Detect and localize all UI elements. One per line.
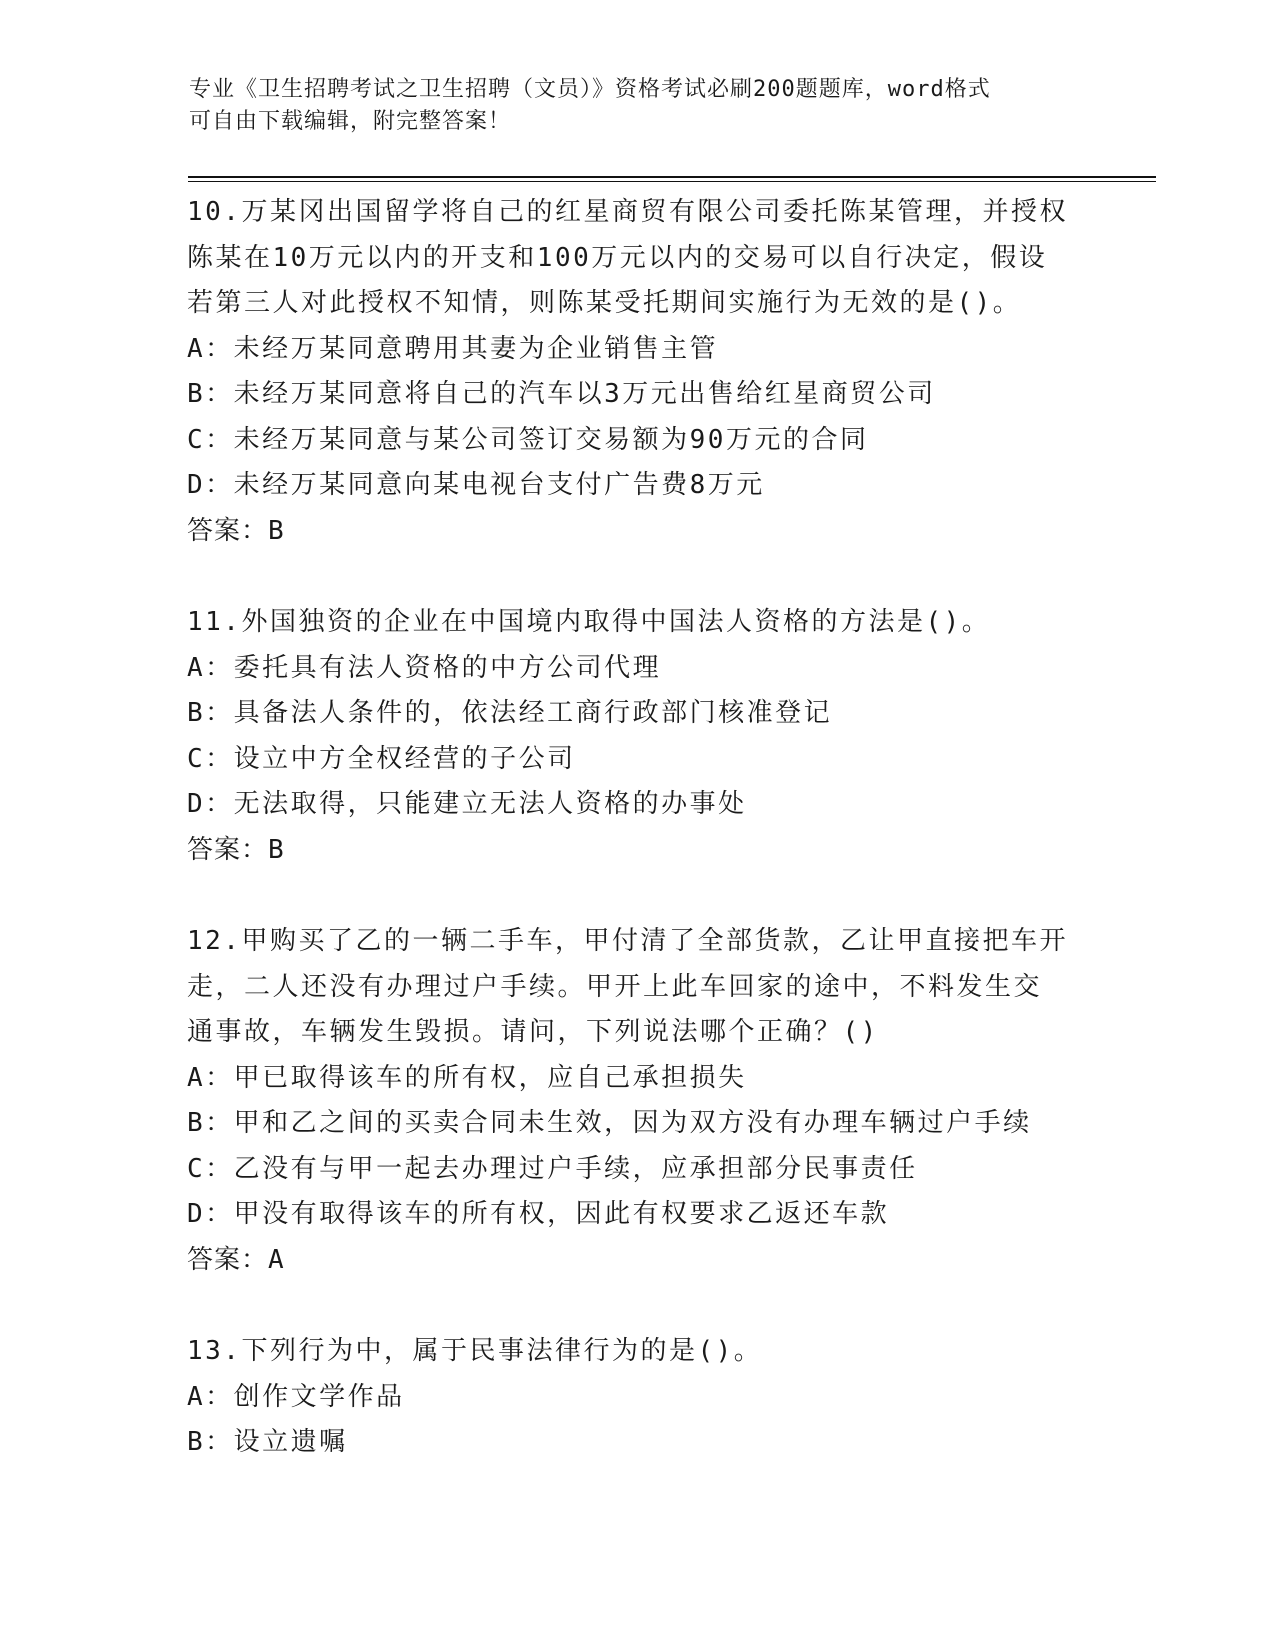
question-10	[187, 190, 1087, 554]
option-b: B：设立遗嘱	[187, 1427, 348, 1457]
question-text-line: 11.外国独资的企业在中国境内取得中国法人资格的方法是()。	[187, 607, 991, 637]
question-11	[187, 600, 1087, 873]
question-text-line: 10.万某冈出国留学将自己的红星商贸有限公司委托陈某管理，并授权	[187, 197, 1068, 227]
question-13	[187, 1329, 1087, 1466]
option-d: D：无法取得，只能建立无法人资格的办事处	[187, 789, 747, 819]
option-b: B：未经万某同意将自己的汽车以3万元出售给红星商贸公司	[187, 379, 936, 409]
question-text-line: 走，二人还没有办理过户手续。甲开上此车回家的途中，不料发生交	[187, 971, 1043, 1002]
option-d: D：未经万某同意向某电视台支付广告费8万元	[187, 470, 765, 500]
question-text-line: 若第三人对此授权不知情，则陈某受托期间实施行为无效的是()。	[187, 288, 1022, 318]
header-divider-thin	[188, 181, 1156, 182]
answer: 答案：B	[187, 834, 285, 865]
option-c: C：未经万某同意与某公司签订交易额为90万元的合同	[187, 424, 869, 455]
question-list	[187, 190, 1087, 1466]
option-b: B：甲和乙之间的买卖合同未生效，因为双方没有办理车辆过户手续	[187, 1108, 1032, 1138]
option-a: A：甲已取得该车的所有权，应自己承担损失	[187, 1062, 747, 1093]
option-c: C：设立中方全权经营的子公司	[187, 743, 576, 774]
option-a: A：未经万某同意聘用其妻为企业销售主管	[187, 333, 719, 364]
document-header	[189, 74, 1089, 138]
answer: 答案：B	[187, 515, 285, 546]
option-b: B：具备法人条件的，依法经工商行政部门核准登记	[187, 698, 833, 728]
option-c: C：乙没有与甲一起去办理过户手续，应承担部分民事责任	[187, 1153, 918, 1184]
question-text-line: 陈某在10万元以内的开支和100万元以内的交易可以自行决定，假设	[187, 242, 1048, 273]
question-text-line: 13.下列行为中，属于民事法律行为的是()。	[187, 1336, 763, 1366]
question-text-line: 通事故，车辆发生毁损。请问，下列说法哪个正确？()	[187, 1017, 879, 1047]
option-a: A：委托具有法人资格的中方公司代理	[187, 652, 662, 683]
option-d: D：甲没有取得该车的所有权，因此有权要求乙返还车款	[187, 1199, 890, 1229]
header-line-1: 专业《卫生招聘考试之卫生招聘（文员）》资格考试必刷200题题库，word格式	[189, 77, 991, 102]
option-a: A：创作文学作品	[187, 1381, 405, 1412]
header-line-2: 可自由下载编辑，附完整答案！	[189, 109, 512, 134]
question-text-line: 12.甲购买了乙的一辆二手车，甲付清了全部货款，乙让甲直接把车开	[187, 926, 1068, 956]
header-divider	[188, 176, 1156, 178]
answer: 答案：A	[187, 1244, 285, 1275]
question-12	[187, 919, 1087, 1283]
